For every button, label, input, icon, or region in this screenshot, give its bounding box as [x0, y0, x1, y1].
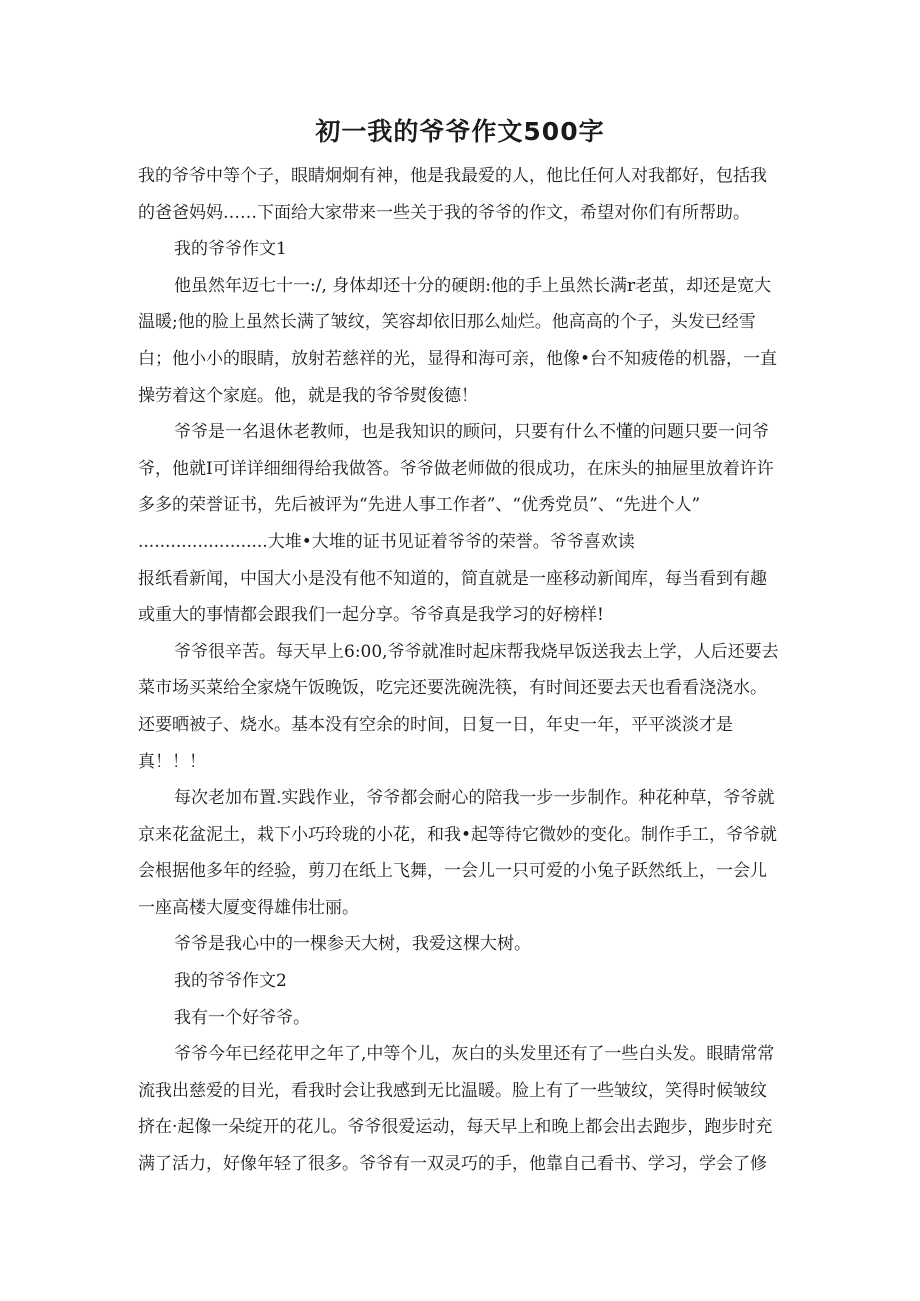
essay-body: [138, 158, 782, 1183]
paragraph-6: 我有一个好爷爷。: [174, 1007, 310, 1028]
paragraph-4: 每次老加布置.实践作业，爷爷都会耐心的陪我一步一步制作。种花种草，爷爷就京来花盆泥土，栽下小巧玲珑的小花，和我•起等待它微妙的变化。制作手工，爷爷就会根据他多年的经验，剪刀在纸上飞舞，一会儿一只可爱的小兔子跃然纸上，一会儿一座高楼大厦变得雄伟壮丽。: [138, 788, 778, 918]
paragraph-3: 爷爷很辛苦。每天早上6:00,爷爷就准时起床帮我烧早饭送我去上学，人后还要去菜市场买菜给全家烧午饭晚饭，吃完还要洗碗洗筷，有时间还要去天也看看浇浇水。还要晒被子、烧水。基本没有空余的时间，日复一日，年史一年，平平淡淡才是: [138, 641, 779, 735]
paragraph-3-end: 真！！！: [138, 751, 206, 772]
paragraph-7: 爷爷今年已经花甲之年了,中等个儿，灰白的头发里还有了一些白头发。眼睛常常流我出慈爱的目光，看我时会让我感到无比温暖。脸上有了一些皱纹，笑得时候皱纹挤在·起像一朵绽开的花儿。爷爷很爱运动，每天早上和晚上都会出去跑步，跑步时充满了活力，好像年轻了很多。爷爷有一双灵巧的手，他靠自己看书、学习，学会了修: [138, 1044, 775, 1175]
paragraph-1: 他虽然年迈七十一:/, 身体却还十分的硬朗:他的手上虽然长满r老茧，却还是宽大温暖;他的脸上虽然长满了皱纹，笑容却依旧那么灿烂。他高高的个子，头发已经雪白；他小小的眼睛，放射若慈祥的光，显得和海可亲，他像•台不知疲倦的机器，一直操劳着这个家庭。他，就是我的爷爷熨俊德！: [138, 275, 778, 406]
paragraph-2b: ........................大堆•大堆的证书见证着爷爷的荣誉。爷爷喜欢读: [138, 531, 635, 552]
paragraph-2a: 爷爷是一名退休老教师，也是我知识的顾问，只要有什么不懂的问题只要一问爷爷，他就I可详详细细得给我做答。爷爷做老师做的很成功，在床头的抽屉里放着许许多多的荣誉证书，先后被评为“先进人事工作者”、“优秀党员”、“先进个人”: [138, 422, 774, 516]
essay-heading-2: 我的爷爷作文2: [174, 971, 287, 992]
intro-paragraph: 我的爷爷中等个子，眼睛炯炯有神，他是我最爱的人，他比任何人对我都好，包括我的爸爸妈妈……下面给大家带来一些关于我的爷爷的作文，希望对你们有所帮助。: [138, 166, 767, 223]
essay-heading-1: 我的爷爷作文1: [174, 239, 287, 260]
paragraph-2c: 报纸看新闻，中国大小是没有他不知道的，简直就是一座移动新闻库，每当看到有趣或重大的事情都会跟我们一起分享。爷爷真是我学习的好榜样!: [138, 568, 767, 626]
page-title: 初一我的爷爷作文500字: [315, 117, 605, 146]
paragraph-5: 爷爷是我心中的一棵参天大树，我爱这棵大树。: [174, 934, 531, 955]
